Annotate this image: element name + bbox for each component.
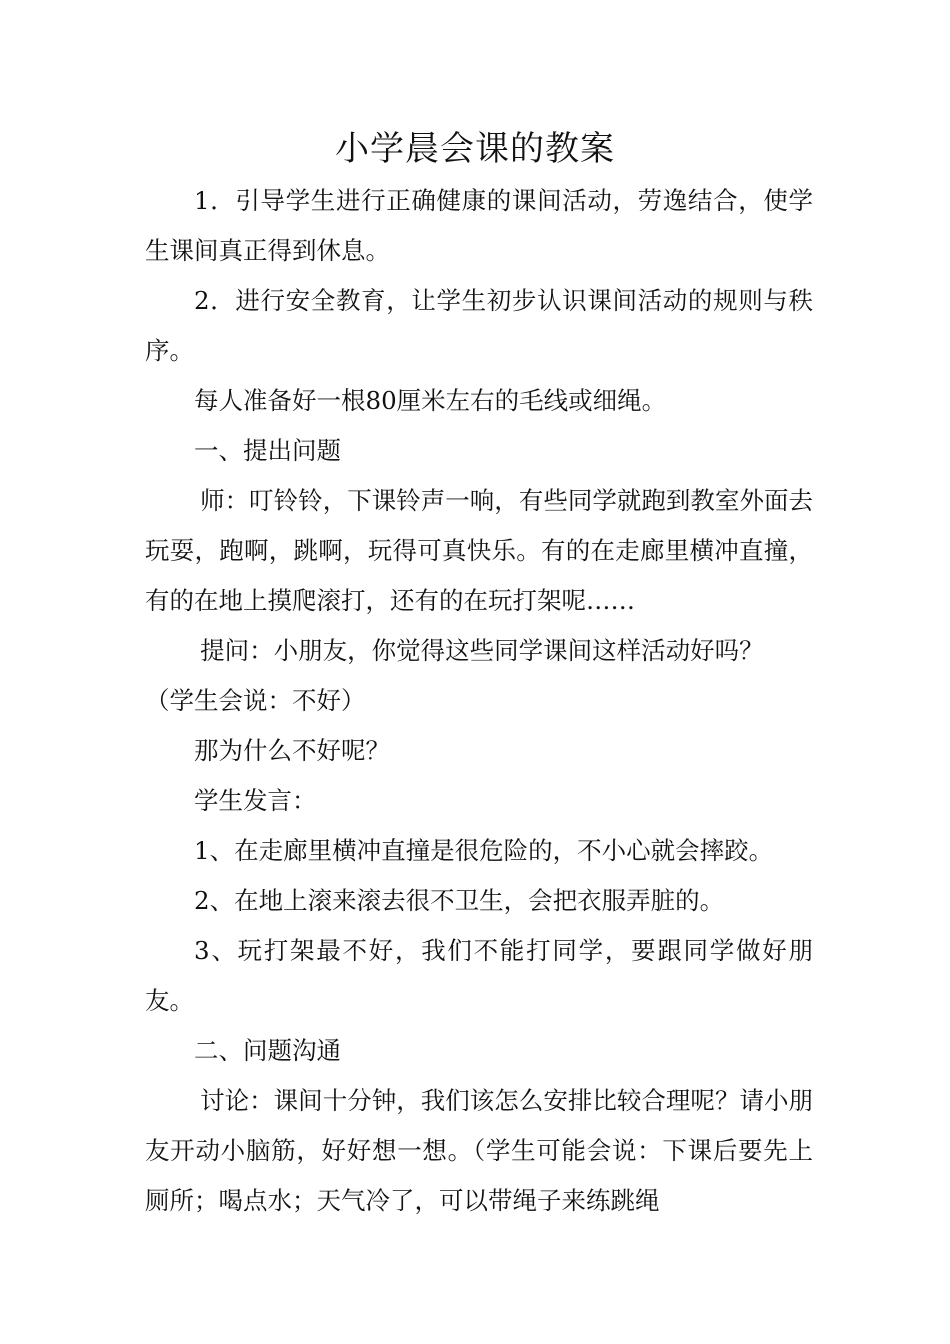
paragraph-objective-1: 1．引导学生进行正确健康的课间活动，劳逸结合，使学生课间真正得到休息。 (145, 186, 813, 265)
paragraph-discussion: 讨论：课间十分钟，我们该怎么安排比较合理呢？请小朋友开动小脑筋，好好想一想。（学生可能会说：下课后要先上厕所；喝点水；天气冷了，可以带绳子来练跳绳 (145, 1086, 813, 1215)
paragraph-student-speech: 学生发言： (194, 786, 317, 815)
list-item-3: 3、玩打架最不好，我们不能打同学，要跟同学做好朋友。 (145, 936, 813, 1015)
paragraph-why: 那为什么不好呢？ (194, 736, 390, 765)
paragraph-teacher-scenario: 师：叮铃铃，下课铃声一响，有些同学就跑到教室外面去玩耍，跑啊，跳啊，玩得可真快乐。有的在走廊里横冲直撞，有的在地上摸爬滚打，还有的在玩打架呢…… (145, 486, 813, 615)
list-item-2: 2、在地上滚来滚去很不卫生，会把衣服弄脏的。 (194, 886, 725, 915)
section-heading-2: 二、问题沟通 (194, 1036, 341, 1065)
paragraph-preparation: 每人准备好一根80厘米左右的毛线或细绳。 (194, 386, 667, 415)
document-body (145, 176, 813, 1226)
section-heading-1: 一、提出问题 (194, 436, 341, 465)
paragraph-student-answer: （学生会说：不好） (145, 686, 366, 715)
document-title: 小学晨会课的教案 (335, 129, 615, 169)
paragraph-question: 提问：小朋友，你觉得这些同学课间这样活动好吗？ (200, 636, 764, 665)
paragraph-objective-2: 2．进行安全教育，让学生初步认识课间活动的规则与秩序。 (145, 286, 813, 365)
list-item-1: 1、在走廊里横冲直撞是很危险的，不小心就会摔跤。 (194, 836, 774, 865)
